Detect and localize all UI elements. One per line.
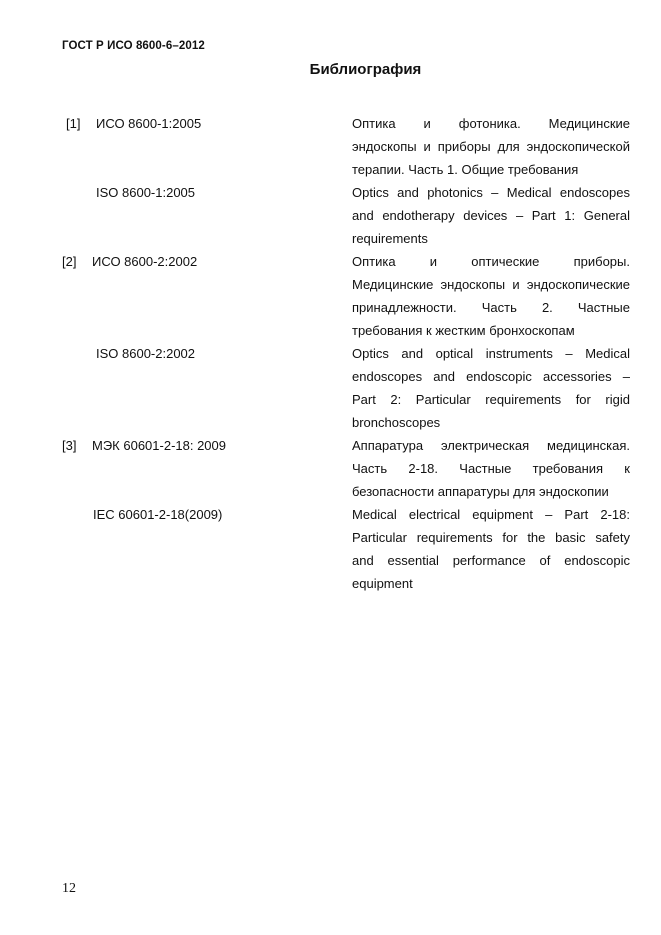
bibliography-entry [0, 503, 661, 595]
standard-designation: ISO 8600-2:2002 [96, 346, 196, 361]
title-line: Medical electrical equipment – Part 2-18: [352, 507, 630, 522]
title-line: Particular requirements for the basic safety [352, 530, 630, 545]
bibliography-entry [0, 181, 661, 250]
title-line: equipment [352, 576, 413, 591]
standard-title [352, 434, 630, 503]
page-title: Библиография [309, 61, 422, 78]
entry-number: [1] [66, 116, 81, 131]
entry-number: [2] [62, 254, 77, 269]
title-line: терапии. Часть 1. Общие требования [352, 162, 579, 177]
title-line: Оптика и фотоника. Медицинские [352, 116, 630, 131]
entry-number: [3] [62, 438, 77, 453]
title-line: безопасности аппаратуры для эндоскопии [352, 484, 609, 499]
title-line: принадлежности. Часть 2. Частные [352, 300, 630, 315]
standard-title [352, 112, 630, 181]
title-line: Part 2: Particular requirements for rigid [352, 392, 630, 407]
standard-title [352, 250, 630, 342]
title-line: and endotherapy devices – Part 1: General [352, 208, 630, 223]
standard-title [352, 342, 630, 434]
title-line: Optics and photonics – Medical endoscopes [352, 185, 630, 200]
bibliography-entry [0, 250, 661, 342]
standard-title [352, 181, 630, 250]
title-line: and essential performance of endoscopic [352, 553, 630, 568]
title-line: эндоскопы и приборы для эндоскопической [352, 139, 630, 154]
title-line: Optics and optical instruments – Medical [352, 346, 630, 361]
standard-designation: ISO 8600-1:2005 [96, 185, 196, 200]
standard-designation: ИСО 8600-2:2002 [92, 254, 198, 269]
bibliography-entry [0, 112, 661, 181]
title-line: требования к жестким бронхоскопам [352, 323, 575, 338]
standard-designation: IEC 60601-2-18(2009) [93, 507, 223, 522]
bibliography-list [0, 112, 661, 595]
title-line: endoscopes and endoscopic accessories – [352, 369, 630, 384]
title-line: Оптика и оптические приборы. [352, 254, 630, 269]
title-line: bronchoscopes [352, 415, 441, 430]
standard-designation: МЭК 60601-2-18: 2009 [92, 438, 226, 453]
title-line: Часть 2-18. Частные требования к [352, 461, 630, 476]
title-line: Медицинские эндоскопы и эндоскопические [352, 277, 630, 292]
standard-designation: ИСО 8600-1:2005 [96, 116, 202, 131]
bibliography-entry [0, 342, 661, 434]
document-code-header: ГОСТ Р ИСО 8600-6–2012 [62, 40, 205, 52]
bibliography-entry [0, 434, 661, 503]
standard-title [352, 503, 630, 595]
page-number: 12 [62, 881, 76, 896]
title-line: requirements [352, 231, 428, 246]
title-line: Аппаратура электрическая медицинская. [352, 438, 630, 453]
